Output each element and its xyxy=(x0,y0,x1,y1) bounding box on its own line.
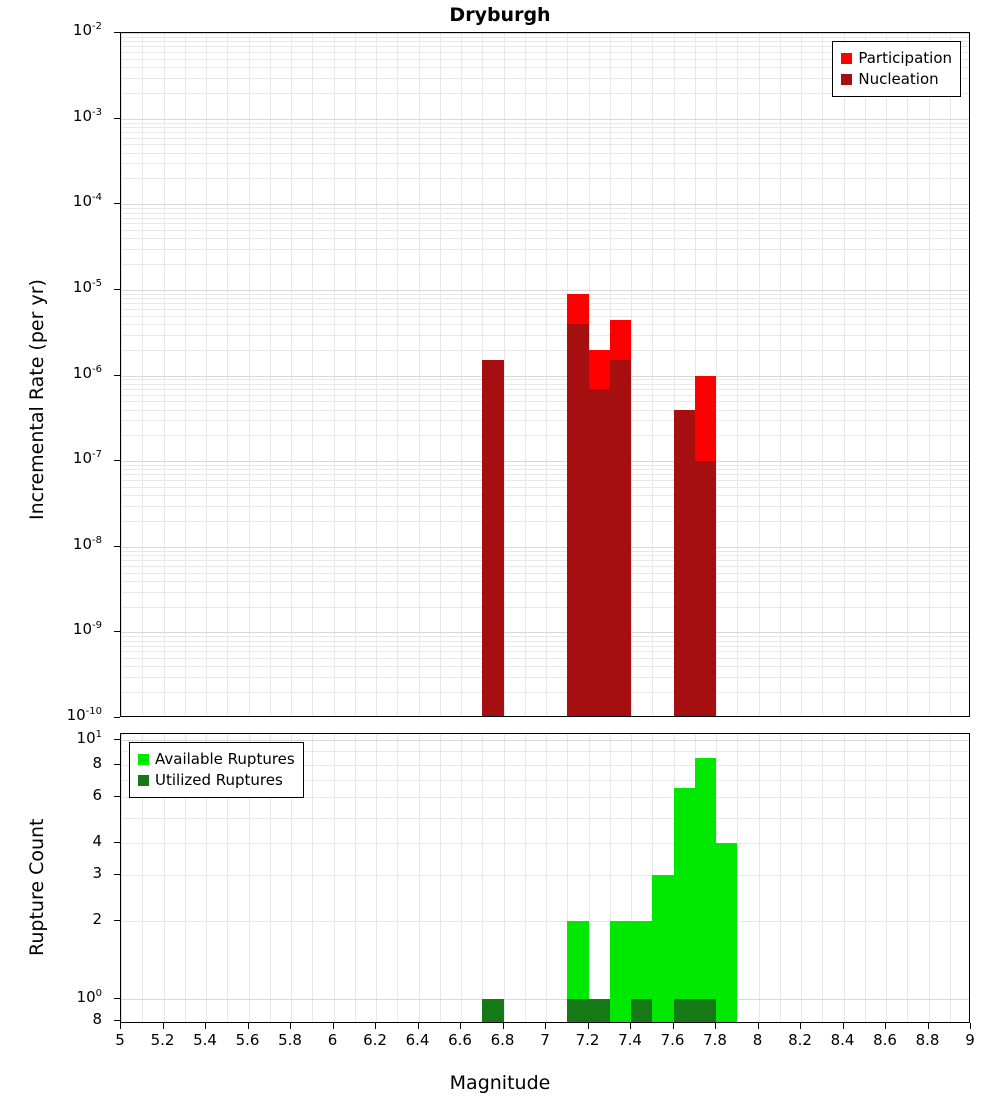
rupture-count-bar xyxy=(589,999,610,1023)
y-tick-label-top: $10^{-7}$ xyxy=(72,449,102,468)
y-tick-label-bottom: 8 xyxy=(92,1010,102,1029)
available-ruptures-segment xyxy=(716,843,737,1023)
y-tick-label-top: $10^{-4}$ xyxy=(72,192,102,211)
rupture-count-plot-area xyxy=(120,733,970,1023)
legend-rupture-count xyxy=(129,742,304,798)
y-tick-label-top: $10^{-10}$ xyxy=(66,706,102,724)
y-tick-label-bottom: $10^1$ xyxy=(76,728,102,747)
utilized-ruptures-swatch-icon xyxy=(138,775,149,786)
page-title: Dryburgh xyxy=(449,4,551,26)
rupture-count-bar xyxy=(567,921,588,1023)
x-tick-label: 8.6 xyxy=(873,1031,897,1049)
x-tick-label: 8.2 xyxy=(788,1031,812,1049)
x-tick-label: 6 xyxy=(327,1031,338,1049)
x-tick-label: 7.2 xyxy=(575,1031,600,1049)
x-tick-label: 5 xyxy=(115,1031,125,1049)
legend-label-nucleation: Nucleation xyxy=(858,70,939,88)
y-axis-label-bottom: Rupture Count xyxy=(26,818,48,956)
rate-bar xyxy=(674,410,695,717)
legend-item-nucleation xyxy=(841,69,952,90)
nucleation-segment xyxy=(567,324,588,717)
rupture-count-bar xyxy=(631,921,652,1023)
rupture-count-bar xyxy=(610,921,631,1023)
legend-item-available-ruptures xyxy=(138,749,295,770)
x-tick-label: 6.6 xyxy=(448,1031,472,1049)
grid-lines-top xyxy=(121,33,969,716)
available-ruptures-segment xyxy=(610,921,631,1023)
legend-item-utilized-ruptures xyxy=(138,770,295,791)
available-ruptures-segment xyxy=(674,788,695,1023)
y-tick-label-top: $10^{-2}$ xyxy=(72,21,102,39)
y-tick-label-top: $10^{-8}$ xyxy=(72,534,102,553)
rate-bar xyxy=(482,360,503,717)
x-tick-label: 7.4 xyxy=(618,1031,642,1049)
y-tick-label-bottom: 6 xyxy=(92,786,102,804)
rupture-count-bar xyxy=(674,788,695,1023)
available-ruptures-swatch-icon xyxy=(138,754,149,765)
utilized-ruptures-segment xyxy=(589,999,610,1023)
y-tick-label-top: $10^{-9}$ xyxy=(72,620,102,639)
utilized-ruptures-segment xyxy=(695,999,716,1023)
y-axis-label-top: Incremental Rate (per yr) xyxy=(26,278,48,520)
nucleation-segment xyxy=(674,410,695,717)
x-tick-label: 5.8 xyxy=(278,1031,302,1049)
legend-incremental-rate xyxy=(832,41,961,97)
nucleation-swatch-icon xyxy=(841,74,852,85)
available-ruptures-segment xyxy=(695,758,716,1023)
y-tick-label-bottom: 8 xyxy=(92,753,102,772)
rupture-count-bar xyxy=(482,999,503,1023)
y-tick-label-bottom: 4 xyxy=(92,831,102,850)
rate-bar xyxy=(567,294,588,717)
x-tick-label: 7.8 xyxy=(703,1031,727,1049)
nucleation-segment xyxy=(589,389,610,717)
x-tick-label: 5.4 xyxy=(193,1031,217,1049)
rupture-count-bar xyxy=(716,843,737,1023)
utilized-ruptures-segment xyxy=(631,999,652,1023)
rate-bar xyxy=(695,376,716,718)
rupture-count-bar xyxy=(695,758,716,1023)
nucleation-segment xyxy=(610,360,631,717)
x-axis-label: Magnitude xyxy=(449,1072,551,1094)
y-tick-label-top: $10^{-6}$ xyxy=(72,363,102,382)
legend-label-participation: Participation xyxy=(858,49,952,67)
incremental-rate-plot-area xyxy=(120,32,970,717)
x-tick-label: 8.4 xyxy=(830,1031,855,1049)
x-tick-label: 5.6 xyxy=(235,1031,260,1049)
legend-label-available-ruptures: Available Ruptures xyxy=(155,750,295,768)
utilized-ruptures-segment xyxy=(482,999,503,1023)
nucleation-segment xyxy=(482,360,503,717)
utilized-ruptures-segment xyxy=(567,999,588,1023)
y-tick-label-top: $10^{-3}$ xyxy=(72,106,102,125)
y-tick-label-bottom: 3 xyxy=(92,864,102,883)
x-tick-label: 6.8 xyxy=(490,1031,515,1049)
y-tick-label-bottom: 2 xyxy=(92,909,102,928)
participation-swatch-icon xyxy=(841,53,852,64)
x-tick-label: 6.2 xyxy=(363,1031,387,1049)
rate-bar xyxy=(610,320,631,717)
y-tick-label-top: $10^{-5}$ xyxy=(72,277,102,296)
legend-item-participation xyxy=(841,48,952,69)
nucleation-segment xyxy=(695,461,716,717)
rupture-count-bar xyxy=(652,875,673,1023)
legend-label-utilized-ruptures: Utilized Ruptures xyxy=(155,771,283,789)
x-tick-label: 8 xyxy=(752,1031,763,1049)
x-tick-label: 6.4 xyxy=(405,1031,430,1049)
available-ruptures-segment xyxy=(652,875,673,1023)
x-tick-label: 5.2 xyxy=(150,1031,175,1049)
rate-bar xyxy=(589,350,610,717)
x-tick-label: 7 xyxy=(540,1031,550,1049)
x-tick-label: 9 xyxy=(965,1031,975,1049)
x-tick-label: 8.8 xyxy=(915,1031,940,1049)
y-tick-label-bottom: $10^0$ xyxy=(76,987,102,1006)
utilized-ruptures-segment xyxy=(674,999,695,1023)
x-tick-label: 7.6 xyxy=(660,1031,685,1049)
